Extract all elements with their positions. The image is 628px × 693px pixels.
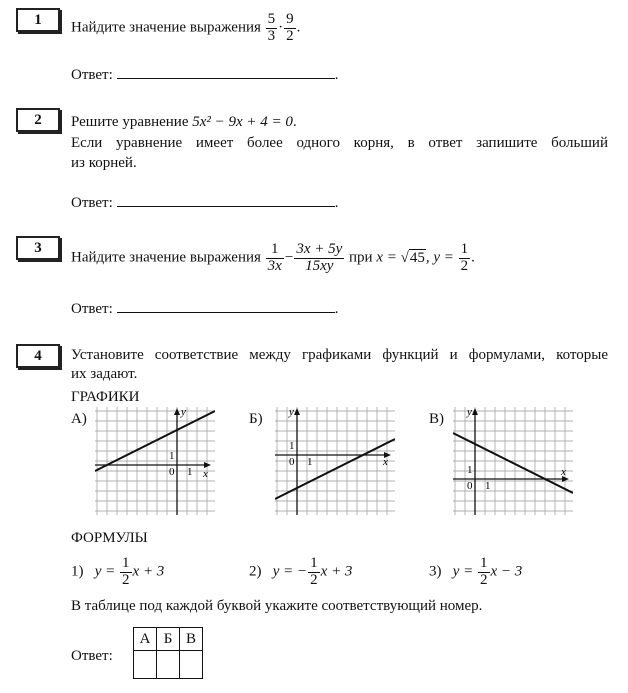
task-3-statement — [71, 242, 475, 275]
answer-label: Ответ: — [71, 301, 113, 317]
equation: 5x² − 9x + 4 = 0 — [192, 114, 293, 130]
formula-1 — [71, 556, 164, 589]
table-instruction: В таблице под каждой буквой укажите соответствующий номер. — [71, 598, 483, 614]
period: . — [334, 195, 339, 211]
period: . — [334, 67, 339, 83]
numerator: 3x + 5y — [296, 241, 343, 257]
grid — [453, 407, 573, 515]
answer-field-1[interactable] — [117, 64, 335, 79]
answer-cell-b[interactable] — [157, 651, 180, 679]
numerator: 5 — [267, 11, 276, 27]
y-tick-label: 1 — [467, 464, 473, 476]
graph-label-a: А) — [71, 411, 87, 427]
answer-field-2[interactable] — [117, 192, 335, 207]
answer-field-3[interactable] — [117, 298, 335, 313]
graph-label-b: Б) — [249, 411, 263, 427]
denominator: 2 — [286, 27, 294, 44]
denominator: 3x — [267, 257, 282, 274]
task-2-text-line-3: из корней. — [71, 155, 137, 171]
graph-label-c: В) — [429, 411, 444, 427]
task-2-text: Решите уравнение — [71, 114, 189, 130]
denominator: 2 — [480, 571, 488, 588]
formula-rhs: x − 3 — [490, 563, 523, 580]
period: . — [296, 19, 301, 36]
x-tick-label: 1 — [307, 456, 313, 468]
fraction — [266, 242, 284, 275]
formula-lhs: y = — [452, 563, 478, 580]
radicand: 45 — [409, 249, 425, 266]
formulas-heading: ФОРМУЛЫ — [71, 530, 148, 546]
formula-number: 1) — [71, 563, 84, 580]
numerator: 1 — [310, 555, 318, 571]
y-tick-label: 1 — [289, 440, 295, 452]
numerator: 1 — [122, 555, 130, 571]
table-header-b: Б — [157, 628, 180, 651]
period: . — [334, 301, 339, 317]
period: . — [471, 249, 475, 266]
task-2-text-line-2: Если уравнение имеет более одного корня, в ответ запишите больший — [71, 135, 608, 151]
fraction — [308, 556, 320, 589]
task-4-text-line-1: Установите соответствие между графиками функций и формулами, которые — [71, 347, 608, 363]
graph-b — [275, 407, 395, 515]
answer-cell-a[interactable] — [134, 651, 157, 679]
formula-rhs: x + 3 — [132, 563, 165, 580]
formula-2 — [249, 556, 352, 589]
formula-number: 3) — [429, 563, 442, 580]
denominator: 3 — [267, 27, 276, 44]
task-1-text: Найдите значение выражения — [71, 19, 261, 36]
fraction — [478, 556, 490, 589]
y-arrow-icon — [472, 408, 478, 415]
answer-row-3 — [71, 298, 339, 318]
graphs-heading: ГРАФИКИ — [71, 389, 140, 405]
denominator: 15xy — [305, 257, 334, 274]
y-equals: , y = — [425, 249, 458, 266]
x-tick-label: 1 — [187, 466, 193, 478]
denominator: 2 — [122, 571, 130, 588]
x-axis-label: x — [561, 466, 566, 478]
task-2-statement — [71, 114, 297, 131]
fraction — [459, 242, 471, 275]
answer-row-1 — [71, 64, 339, 84]
origin-label: 0 — [289, 456, 295, 468]
x-axis-label: x — [203, 468, 208, 480]
numerator: 1 — [460, 241, 469, 257]
y-tick-label: 1 — [169, 450, 175, 462]
fraction — [266, 12, 278, 45]
task-number-1: 1 — [16, 8, 60, 32]
formula-3 — [429, 556, 522, 589]
numerator: 1 — [480, 555, 488, 571]
fraction — [294, 242, 344, 275]
denominator: 2 — [310, 571, 318, 588]
task-number-2: 2 — [16, 108, 60, 132]
answer-row-2 — [71, 192, 339, 212]
y-axis-label: y — [181, 407, 186, 418]
origin-label: 0 — [467, 480, 473, 492]
fraction — [120, 556, 132, 589]
formula-lhs: y = — [94, 563, 120, 580]
condition-word: при — [349, 249, 373, 266]
answer-cell-c[interactable] — [180, 651, 203, 679]
sqrt-expression: √45 — [400, 249, 425, 266]
graph-a — [95, 407, 215, 515]
task-1-statement — [71, 12, 300, 45]
operator: − — [284, 249, 294, 266]
formula-lhs: y = − — [272, 563, 308, 580]
operator: · — [278, 19, 284, 36]
y-axis-label: y — [467, 407, 472, 418]
graph-c — [453, 407, 573, 515]
formula-rhs: x + 3 — [320, 563, 353, 580]
origin-label: 0 — [169, 466, 175, 478]
numerator: 9 — [286, 11, 294, 27]
table-header-c: В — [180, 628, 203, 651]
x-equals: x = — [376, 249, 401, 266]
task-number-4: 4 — [16, 344, 60, 368]
numerator: 1 — [266, 242, 284, 259]
task-4-text-line-2: их задают. — [71, 366, 138, 382]
task-3-text: Найдите значение выражения — [71, 249, 261, 266]
y-arrow-icon — [294, 408, 300, 415]
answer-label: Ответ: — [71, 67, 113, 83]
answer-label-4: Ответ: — [71, 648, 113, 664]
period: . — [292, 114, 297, 130]
table-header-a: А — [134, 628, 157, 651]
formula-number: 2) — [249, 563, 262, 580]
answer-label: Ответ: — [71, 195, 113, 211]
denominator: 2 — [460, 257, 469, 274]
task-number-3: 3 — [16, 236, 60, 260]
y-axis-label: y — [289, 407, 294, 418]
x-axis-label: x — [383, 456, 388, 468]
x-tick-label: 1 — [485, 480, 491, 492]
fraction — [284, 12, 296, 45]
answer-table — [133, 627, 203, 679]
y-arrow-icon — [174, 408, 180, 415]
